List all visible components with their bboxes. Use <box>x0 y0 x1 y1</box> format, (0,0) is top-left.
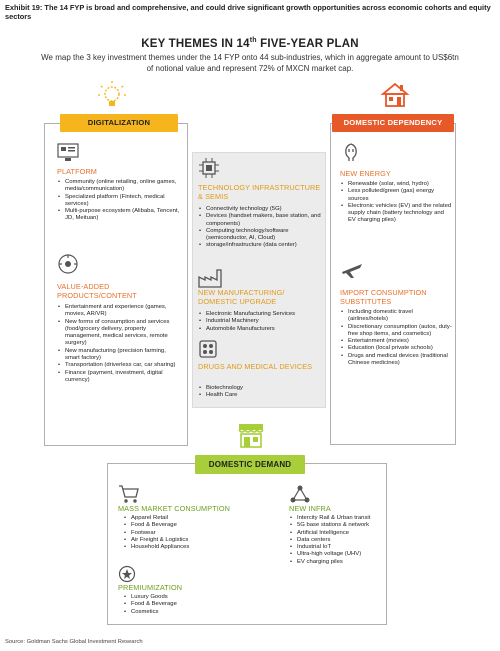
premium-badge-icon <box>118 565 136 583</box>
tech-list <box>198 206 324 250</box>
list-item: • Food & Beverage <box>123 601 243 608</box>
store-icon <box>236 421 266 449</box>
list-item: • Automobile Manufacturers <box>198 326 324 333</box>
list-item: • Footwear <box>123 530 263 537</box>
list-item: • Entertainment and experience (games, movies, AR/VR) <box>57 304 181 319</box>
exhibit-title: Exhibit 19: The 14 FYP is broad and comprehensive, and could drive significant growth opportunities across economic cohorts and equity sectors <box>5 3 491 22</box>
list-item: • Electronic Manufacturing Services <box>198 311 324 318</box>
list-item: • Finance (payment, investment, digital currency) <box>57 370 181 385</box>
import-sub-list <box>340 309 452 367</box>
list-item: • Luxury Goods <box>123 594 243 601</box>
manufacturing-title: NEW MANUFACTURING/ DOMESTIC UPGRADE <box>198 288 285 306</box>
mass-market-title: MASS MARKET CONSUMPTION <box>118 504 231 513</box>
premiumization-list <box>123 594 243 616</box>
title-superscript: th <box>249 37 257 44</box>
import-sub-title: IMPORT CONSUMPTION SUBSTITUTES <box>340 288 427 306</box>
list-item: • Data centers <box>289 537 386 544</box>
list-item: • storage/infrastructure (data center) <box>198 242 324 249</box>
list-item: • Apparel Retail <box>123 515 263 522</box>
list-item: • Connectivity technology (5G) <box>198 206 324 213</box>
list-item: • Electronic vehicles (EV) and the related supply chain (battery technology and EV charging piles) <box>340 203 452 225</box>
chip-icon <box>198 157 220 179</box>
list-item: • New manufacturing (precision farming, smart factory) <box>57 348 181 363</box>
value-added-list <box>57 304 181 384</box>
list-item: • New forms of consumption and services (food/grocery delivery, property management, medical services, remote surgery) <box>57 319 181 348</box>
new-infra-title: NEW INFRA <box>289 504 331 513</box>
platform-icon <box>57 143 79 163</box>
shopping-cart-icon <box>118 484 140 504</box>
platform-list <box>57 179 181 223</box>
mass-market-list <box>123 515 263 551</box>
list-item: • Entertainment (movies) <box>340 338 452 345</box>
premiumization-title: PREMIUMIZATION <box>118 583 183 592</box>
list-item: • Ultra-high voltage (UHV) <box>289 551 386 558</box>
list-item: • Cosmetics <box>123 609 243 616</box>
list-item: • Transportation (driverless car, car sharing) <box>57 362 181 369</box>
list-item: • Devices (handset makers, base station, and components) <box>198 213 324 228</box>
new-energy-title: NEW ENERGY <box>340 169 391 178</box>
list-item: • Household Appliances <box>123 544 263 551</box>
list-item: • Community (online retailing, online games, media/communication) <box>57 179 181 194</box>
drugs-title: DRUGS AND MEDICAL DEVICES <box>198 362 313 371</box>
platform-title: PLATFORM <box>57 167 97 176</box>
title-part: FIVE-YEAR PLAN <box>256 37 359 50</box>
factory-icon <box>198 268 222 288</box>
list-item: • Industrial IoT <box>289 544 386 551</box>
value-added-title: VALUE-ADDED PRODUCTS/CONTENT <box>57 282 137 300</box>
list-item: • Intercity Rail & Urban transit <box>289 515 386 522</box>
content-icon <box>57 253 79 275</box>
list-item: • Biotechnology <box>198 385 324 392</box>
list-item: • Including domestic travel (airlines/hotels) <box>340 309 452 324</box>
house-icon <box>380 80 410 110</box>
list-item: • Education (local private schools) <box>340 345 452 352</box>
list-item: • Air Freight & Logistics <box>123 537 263 544</box>
list-item: • 5G base stations & network <box>289 522 386 529</box>
domestic-demand-label: DOMESTIC DEMAND <box>195 455 305 474</box>
page-title <box>0 37 500 50</box>
list-item: • Drugs and medical devices (traditional Chinese medicines) <box>340 353 452 368</box>
list-item: • Discretionary consumption (autos, duty-free shop items, and cosmetics) <box>340 324 452 339</box>
digitalization-label: DIGITALIZATION <box>60 114 178 132</box>
list-item: • Specialized platform (Fintech, medical services) <box>57 194 181 209</box>
tech-title: TECHNOLOGY INFRASTRUCTURE & SEMIS <box>198 183 321 201</box>
list-item: • Health Care <box>198 392 324 399</box>
list-item: • Industrial Machinery <box>198 318 324 325</box>
list-item: • EV charging piles <box>289 559 386 566</box>
list-item: • Renewable (solar, wind, hydro) <box>340 181 452 188</box>
manufacturing-list <box>198 311 324 333</box>
domestic-dependency-label: DOMESTIC DEPENDENCY <box>332 114 454 132</box>
list-item: • Less polluted/green (gas) energy sources <box>340 188 452 203</box>
energy-plug-icon <box>340 141 362 163</box>
new-infra-list <box>289 515 386 566</box>
drugs-list <box>198 385 324 400</box>
source-note: Source: Goldman Sachs Global Investment Research <box>5 639 143 645</box>
subtitle: We map the 3 key investment themes under the 14 FYP onto 44 sub-industries, which in aggregate amount to US$6tn of notional value and represent 72% of MXCN market cap. <box>41 53 459 73</box>
lightbulb-icon <box>94 78 130 114</box>
network-icon <box>289 484 311 504</box>
list-item: • Computing technology/software (semiconductor, AI, Cloud) <box>198 228 324 243</box>
title-part: KEY THEMES IN 14 <box>141 37 250 50</box>
list-item: • Multi-purpose ecosystem (Alibaba, Tencent, JD, Meituan) <box>57 208 181 223</box>
pills-icon <box>198 339 218 359</box>
list-item: • Artificial Intelligence <box>289 530 386 537</box>
list-item: • Food & Beverage <box>123 522 263 529</box>
new-energy-list <box>340 181 452 225</box>
airplane-icon <box>340 260 364 280</box>
